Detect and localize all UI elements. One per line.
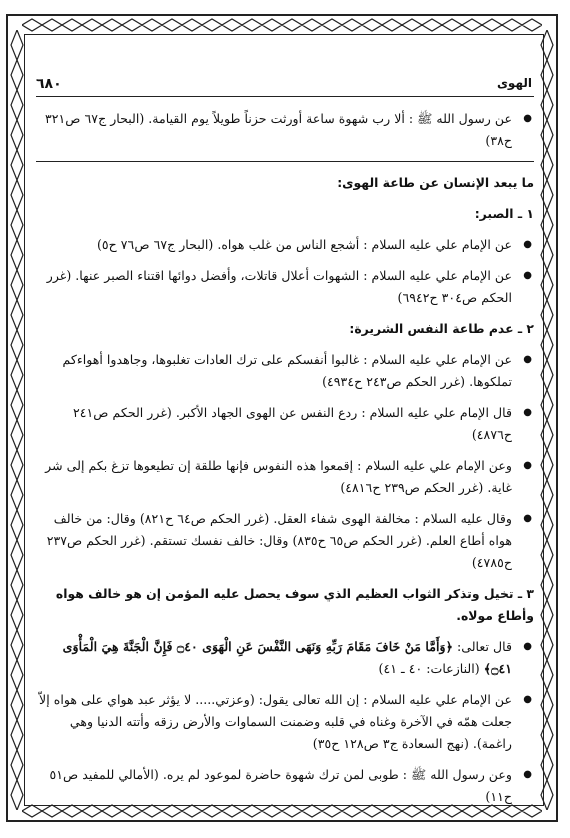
hadith-item: ● وعن رسول الله ﷺ : طوبى لمن ترك شهوة حاضرة لموعود لم يره. (الأمالي للمفيد ص٥١ ح١١)	[36, 764, 534, 808]
chain-border-left	[9, 30, 25, 810]
quran-verse: ﴿وَأَمَّا مَنْ خَافَ مَقَامَ رَبِّهِ وَنَهَى النَّفْسَ عَنِ الْهَوَى ۝٤٠ فَإِنَّ الْجَنَّةَ هِيَ الْمَأْوَى ۝٤١﴾	[62, 639, 512, 676]
quran-reference: (النازعات: ٤٠ ـ ٤١)	[378, 661, 480, 676]
hadith-item: ● عن الإمام علي عليه السلام : الشهوات أعلال قاتلات، وأفضل دوائها اقتناء الصبر عنها. (غرر الحكم ص٣٠٤ ح٦٩٤٢)	[36, 265, 534, 309]
hadith-item: ● عن الإمام علي عليه السلام : غالبوا أنفسكم على ترك العادات تغلبوها، وجاهدوا أهواءكم تملكوها. (غرر الحكم ص٢٤٣ ح٤٩٣٤)	[36, 349, 534, 393]
subsection-heading: ١ ـ الصبر:	[474, 206, 534, 221]
page-number: ٦٨٠	[36, 76, 62, 92]
section-divider	[36, 161, 534, 162]
quran-item	[36, 636, 534, 680]
hadith-item: ● وعن الإمام علي عليه السلام : إقمعوا هذه النفوس فإنها طلقة إن تطيعوها تزغ بكم إلى شر غاية. (غرر الحكم ص٢٣٩ ح٤٨١٦)	[36, 455, 534, 499]
running-header	[36, 74, 534, 97]
hadith-item: ● عن رسول الله ﷺ : ألا رب شهوة ساعة أورثت حزناً طويلاً يوم القيامة. (البحار ج٦٧ ص٣٢١ ح٣٨)	[36, 108, 534, 152]
subsection-heading: ٣ ـ تخيل وتذكر الثواب العظيم الذي سوف يحصل عليه المؤمن إن هو خالف هواه وأطاع مولاه.	[55, 586, 534, 623]
hadith-item: ● عن الإمام علي عليه السلام : إن الله تعالى يقول: (وعزتي..... لا يؤثر عبد هواي على هواه إلاّ جعلت همّه في الآخرة وغناه في قلبه وضمنت السماوات والأرض رزقه وأتته الدنيا وهي راغمة). (نهج السعادة ج٣ ص١٢٨ ح٣٥)	[36, 689, 534, 755]
hadith-item: ● عن الإمام علي عليه السلام : أشجع الناس من غلب هواه. (البحار ج٦٧ ص٧٦ ح٥)	[36, 234, 534, 256]
running-title: الهوى	[496, 76, 532, 90]
hadith-item: ● قال الإمام علي عليه السلام : ردع النفس عن الهوى الجهاد الأكبر. (غرر الحكم ص٢٤١ ح٤٨٧٦)	[36, 402, 534, 446]
section-heading: ما يبعد الإنسان عن طاعة الهوى:	[337, 175, 534, 190]
chain-border-top	[22, 17, 542, 33]
hadith-item: ● وقال عليه السلام : مخالفة الهوى شفاء العقل. (غرر الحكم ص٦٤ ح٨٢١) وقال: من خالف هواه أطاع العلم. (غرر الحكم ص٦٥ ح٨٣٥) وقال: خالف نفسك تستقم. (غرر الحكم ص٢٣٧ ح٤٧٨٥)	[36, 508, 534, 574]
page-body	[36, 108, 534, 817]
quran-intro: قال تعالى:	[456, 639, 512, 654]
subsection-heading: ٢ ـ عدم طاعة النفس الشريرة:	[349, 321, 534, 336]
